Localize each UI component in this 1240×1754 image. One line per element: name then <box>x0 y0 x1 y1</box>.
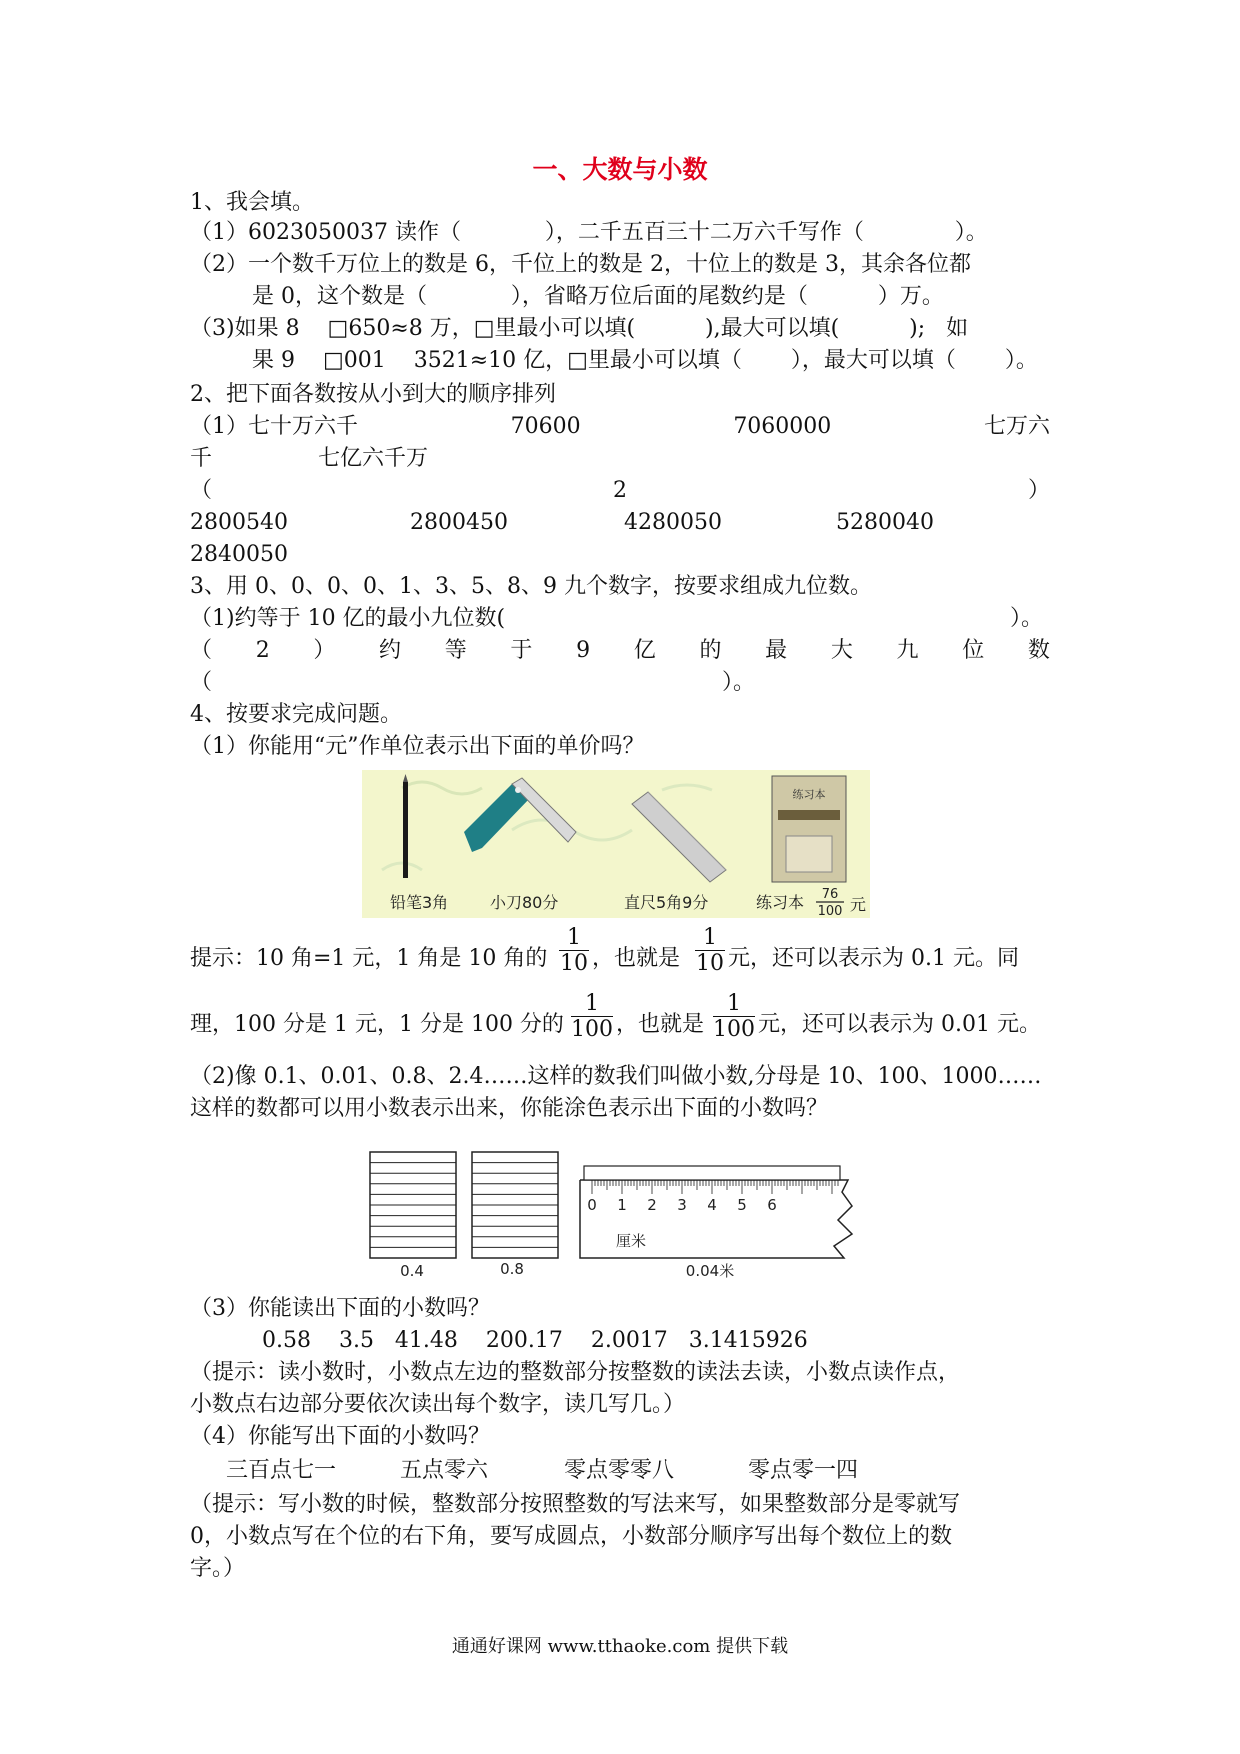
section-1-heading: 1、我会填。 <box>190 190 314 215</box>
price-illustration <box>362 770 870 918</box>
fraction-one-tenth: 1 10 <box>560 925 588 976</box>
ruler-tick-label: 6 <box>767 1196 777 1214</box>
order-answer-blank <box>190 476 1050 506</box>
hint-1-part-b: ，也就是 <box>592 946 681 971</box>
ruler-tick-label: 5 <box>737 1196 747 1214</box>
question-4-2-line2: 这样的数都可以用小数表示出来，你能涂色表示出下面的小数吗？ <box>190 1096 829 1121</box>
ruler-tick-label: 1 <box>617 1196 627 1214</box>
section-2-heading: 2、把下面各数按从小到大的顺序排列 <box>190 382 556 407</box>
question-1-2-line1: （2）一个数千万位上的数是 6，千位上的数是 2，十位上的数是 3，其余各位都 <box>190 252 971 277</box>
order-item: 2800450 <box>410 510 508 535</box>
question-3-2: （ 2 ） 约 等 于 9 亿 的 最 大 九 位 数 <box>190 638 1050 663</box>
hint-2-part-b: ，也就是 <box>616 1012 705 1037</box>
notebook-price-denominator: 100 <box>817 904 843 918</box>
hint-1-part-c: 元，还可以表示为 0.1 元。同 <box>728 946 1019 971</box>
page-footer: 通通好课网 www.tthaoke.com 提供下载 <box>451 1636 789 1657</box>
order-item: 2840050 <box>190 542 288 567</box>
fraction-one-hundredth: 1 100 <box>571 991 613 1042</box>
grid-1-label: 0.4 <box>400 1262 424 1280</box>
hint-1-part-a: 提示：10 角=1 元，1 角是 10 角的 <box>190 946 548 971</box>
order-item: 4280050 <box>624 510 722 535</box>
decimal-figure <box>364 1148 864 1282</box>
pencil-icon <box>403 774 408 878</box>
question-3-1-close: ）。 <box>1010 606 1044 631</box>
question-4-4-hint-line2: 0，小数点写在个位的右下角，要写成圆点，小数部分顺序写出每个数位上的数 <box>190 1524 952 1549</box>
ruler-tick-label: 3 <box>677 1196 687 1214</box>
notebook-price-unit: 元 <box>850 895 867 914</box>
order-item: 七亿六千万 <box>318 446 429 471</box>
ruler-tick-label: 4 <box>707 1196 717 1214</box>
ruler-tick-label: 0 <box>587 1196 597 1214</box>
grid-2-label: 0.8 <box>500 1260 524 1278</box>
question-3-2-close: ）。 <box>722 670 756 695</box>
order-item: 千 <box>190 446 213 471</box>
grid-strip-0-4 <box>370 1152 456 1258</box>
order-row-1 <box>190 412 1050 442</box>
close-paren: ） <box>1027 478 1050 503</box>
question-4-4: （4）你能写出下面的小数吗？ <box>190 1424 490 1449</box>
ruler-price-label: 直尺5角9分 <box>624 893 709 912</box>
question-1-3-line2: 果 9 □001 3521≈10 亿，□里最小可以填（ ），最大可以填（ ）。 <box>252 348 1038 373</box>
question-4-3-numbers: 0.58 3.5 41.48 200.17 2.0017 3.1415926 <box>262 1328 808 1353</box>
fraction-one-hundredth: 1 100 <box>713 991 755 1042</box>
hint-2-part-c: 元，还可以表示为 0.01 元。 <box>758 1012 1041 1037</box>
question-4-4-item: 三百点七一 <box>226 1458 337 1483</box>
question-4-2-line1: （2)像 0.1、0.01、0.8、2.4……这样的数我们叫做小数,分母是 10、100、1000…… <box>190 1064 1042 1089</box>
question-1-3-line1: （3)如果 8 □650≈8 万，□里最小可以填( ),最大可以填( ); 如 <box>190 316 969 341</box>
question-4-4-item: 零点零一四 <box>748 1458 859 1483</box>
page-title: 一、大数与小数 <box>532 155 708 184</box>
question-1-2-line2: 是 0，这个数是（ ），省略万位后面的尾数约是（ ）万。 <box>252 284 944 309</box>
notebook-price-label: 练习本 <box>756 893 805 912</box>
question-3-1: （1)约等于 10 亿的最小九位数( <box>190 606 506 631</box>
question-4-4-item: 零点零零八 <box>564 1458 675 1483</box>
pencil-price-label: 铅笔3角 <box>390 893 449 912</box>
section-4-heading: 4、按要求完成问题。 <box>190 702 402 727</box>
order-item: 2800540 <box>190 510 288 535</box>
question-1-1: （1）6023050037 读作（ ），二千五百三十二万六千写作（ ）。 <box>190 220 988 245</box>
question-4-4-hint-line1: （提示：写小数的时候，整数部分按照整数的写法来写，如果整数部分是零就写 <box>190 1492 961 1517</box>
knife-price-label: 小刀80分 <box>490 893 559 912</box>
notebook-icon <box>772 776 846 882</box>
grid-strip-0-8 <box>472 1152 558 1258</box>
fraction-one-tenth: 1 10 <box>696 925 724 976</box>
notebook-cover-title: 练习本 <box>792 788 826 801</box>
ruler-tick-label: 2 <box>647 1196 657 1214</box>
question-4-4-item: 五点零六 <box>400 1458 489 1483</box>
order-item: 70600 <box>510 414 581 439</box>
ruler-label: 0.04米 <box>685 1262 735 1280</box>
order-item: 七万六 <box>983 414 1050 439</box>
order-item: （1）七十万六千 <box>190 414 358 439</box>
order-item: 5280040 <box>836 510 934 535</box>
ruler-scale <box>580 1166 852 1258</box>
question-4-3-hint-line1: （提示：读小数时，小数点左边的整数部分按整数的读法去读，小数点读作点， <box>190 1360 961 1385</box>
section-3-heading: 3、用 0、0、0、0、1、3、5、8、9 九个数字，按要求组成九位数。 <box>190 574 872 599</box>
question-3-2-open: （ <box>190 670 213 695</box>
notebook-price-numerator: 76 <box>821 887 839 902</box>
order-item: 7060000 <box>733 414 832 439</box>
hint-2-part-a: 理，100 分是 1 元，1 分是 100 分的 <box>190 1012 564 1037</box>
question-4-1: （1）你能用“元”作单位表示出下面的单价吗？ <box>190 734 645 759</box>
sub-question-number: 2 <box>613 478 627 503</box>
question-4-4-hint-line3: 字。） <box>190 1556 246 1581</box>
ruler-unit-label: 厘米 <box>616 1232 647 1250</box>
question-4-3: （3）你能读出下面的小数吗？ <box>190 1296 490 1321</box>
question-4-3-hint-line2: 小数点右边部分要依次读出每个数字，读几写几。） <box>190 1392 686 1417</box>
open-paren: （ <box>190 478 213 503</box>
